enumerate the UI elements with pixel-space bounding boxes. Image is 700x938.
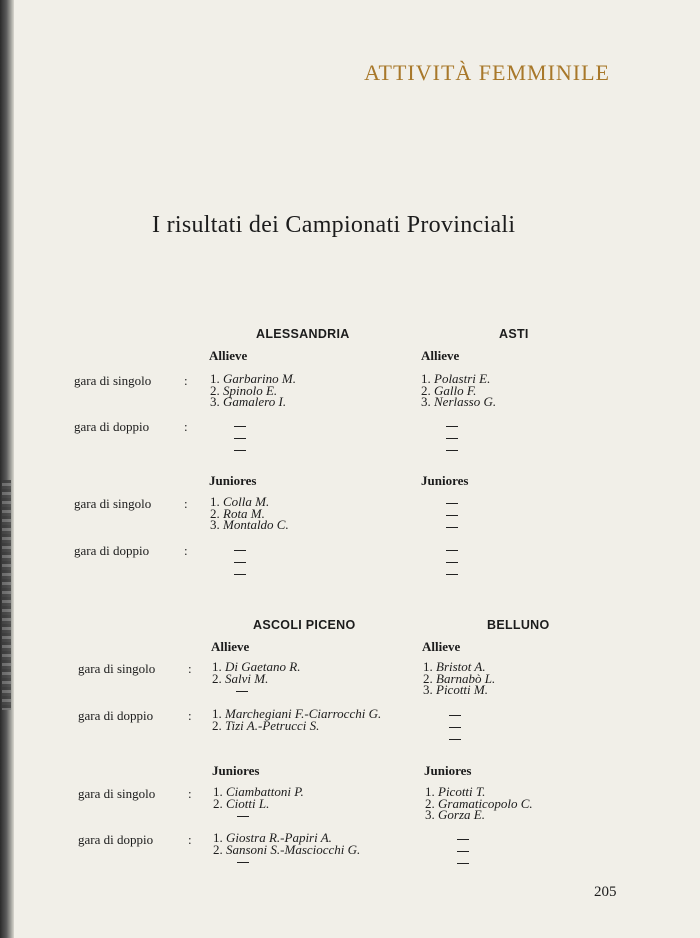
athlete-name: Garbarino M. (223, 371, 296, 386)
dash (446, 555, 458, 567)
category-juniores-left: Juniores (212, 763, 260, 778)
dash (234, 443, 246, 455)
athlete-name: Salvi M. (225, 670, 269, 686)
athlete-name: Colla M. (223, 494, 270, 509)
event-label-text: gara di doppio (78, 708, 154, 723)
list-item: 1. Ciambattoni P. (213, 784, 304, 799)
empty-result (236, 684, 248, 696)
list-item: 2. Gallo F. (421, 382, 477, 398)
empty-result (237, 809, 249, 821)
results-list (421, 373, 496, 408)
athlete-name: Barnabò L. (436, 670, 496, 686)
province-belluno: BELLUNO (487, 618, 550, 632)
dash (446, 496, 458, 508)
empty-result (234, 419, 246, 455)
page-title: I risultati dei Campionati Provinciali (152, 212, 516, 238)
list-item: 1. Garbarino M. (210, 371, 296, 386)
event-label-text: gara di doppio (74, 419, 150, 434)
athlete-name: Ciotti L. (226, 795, 270, 811)
athlete-name: Spinolo E. (223, 382, 278, 398)
event-label-text: gara di doppio (78, 832, 154, 847)
list-item: 3. Nerlasso G. (421, 394, 497, 409)
results-list (212, 661, 300, 684)
list-item: 1. Polastri E. (421, 371, 491, 386)
colon: : (188, 708, 192, 723)
empty-result (449, 708, 461, 744)
athlete-name: Picotti T. (438, 784, 486, 799)
empty-result (446, 419, 458, 455)
dash (446, 543, 458, 555)
list-item: 2. Sansoni S.-Masciocchi G. (213, 841, 361, 857)
event-label-text: gara di doppio (74, 543, 150, 558)
dash (446, 508, 458, 520)
event-label-singolo (74, 496, 191, 512)
athlete-name: Bristot A. (436, 659, 486, 674)
dash (446, 567, 458, 579)
list-item: 1. Bristot A. (423, 659, 486, 674)
category-juniores-right: Juniores (421, 473, 469, 488)
dash (234, 431, 246, 443)
athlete-name: Gamalero I. (223, 394, 287, 409)
event-label-text: gara di singolo (78, 786, 156, 801)
colon: : (184, 373, 188, 388)
event-label-text: gara di singolo (78, 661, 156, 676)
province-alessandria: ALESSANDRIA (256, 327, 350, 341)
dash (446, 443, 458, 455)
results-list (210, 373, 296, 408)
empty-result (237, 855, 249, 867)
athlete-name: Di Gaetano R. (225, 659, 301, 674)
results-list (425, 786, 533, 821)
list-item: 2. Salvi M. (212, 670, 269, 686)
dash (449, 708, 461, 720)
list-item: 1. Picotti T. (425, 784, 486, 799)
list-item: 2. Barnabò L. (423, 670, 496, 686)
colon: : (188, 832, 192, 847)
dash (446, 431, 458, 443)
colon: : (184, 543, 188, 558)
empty-result (457, 832, 469, 868)
athlete-name: Rota M. (223, 505, 265, 521)
section-header: ATTIVITÀ FEMMINILE (364, 60, 610, 85)
list-item: 2. Gramaticopolo C. (425, 795, 533, 811)
list-item: 3. Picotti M. (423, 682, 488, 697)
dash (457, 856, 469, 868)
athlete-name: Marchegiani F.-Ciarrocchi G. (225, 706, 382, 721)
list-item: 1. Di Gaetano R. (212, 659, 301, 674)
athlete-name: Picotti M. (436, 682, 488, 697)
colon: : (184, 496, 188, 511)
colon: : (188, 661, 192, 676)
list-item: 1. Colla M. (210, 494, 270, 509)
category-juniores-right: Juniores (424, 763, 472, 778)
results-list (213, 832, 360, 855)
list-item: 3. Montaldo C. (210, 517, 289, 532)
dash (234, 555, 246, 567)
list-item: 3. Gamalero I. (210, 394, 287, 409)
list-item: 2. Rota M. (210, 505, 265, 521)
category-allieve-left: Allieve (209, 348, 248, 363)
dash (237, 855, 249, 867)
athlete-name: Gorza E. (438, 807, 485, 822)
athlete-name: Tizi A.-Petrucci S. (225, 717, 320, 733)
dash (234, 543, 246, 555)
list-item: 2. Tizi A.-Petrucci S. (212, 717, 320, 733)
event-label-singolo (78, 786, 195, 802)
results-list (210, 496, 289, 531)
list-item: 3. Gorza E. (425, 807, 485, 822)
list-item: 1. Giostra R.-Papiri A. (213, 830, 332, 845)
athlete-name: Montaldo C. (223, 517, 289, 532)
event-label-doppio (78, 832, 195, 848)
empty-result (446, 496, 458, 532)
colon: : (188, 786, 192, 801)
results-list (213, 786, 304, 809)
dash (457, 832, 469, 844)
event-label-doppio (78, 708, 195, 724)
event-label-text: gara di singolo (74, 496, 152, 511)
event-label-singolo (78, 661, 195, 677)
empty-result (446, 543, 458, 579)
dash (449, 732, 461, 744)
category-allieve-left: Allieve (211, 639, 250, 654)
athlete-name: Ciambattoni P. (226, 784, 304, 799)
event-label-doppio (74, 419, 191, 435)
event-label-text: gara di singolo (74, 373, 152, 388)
dash (446, 520, 458, 532)
dash (449, 720, 461, 732)
athlete-name: Sansoni S.-Masciocchi G. (226, 841, 361, 857)
athlete-name: Giostra R.-Papiri A. (226, 830, 332, 845)
dash (234, 567, 246, 579)
category-allieve-right: Allieve (422, 639, 461, 654)
dash (234, 419, 246, 431)
empty-result (234, 543, 246, 579)
province-asti: ASTI (499, 327, 529, 341)
athlete-name: Nerlasso G. (434, 394, 497, 409)
athlete-name: Gallo F. (434, 382, 477, 398)
colon: : (184, 419, 188, 434)
event-label-singolo (74, 373, 191, 389)
results-list (423, 661, 495, 696)
event-label-doppio (74, 543, 191, 559)
province-ascoli-piceno: ASCOLI PICENO (253, 618, 356, 632)
athlete-name: Gramaticopolo C. (438, 795, 533, 811)
dash (236, 684, 248, 696)
dash (457, 844, 469, 856)
list-item: 1. Marchegiani F.-Ciarrocchi G. (212, 706, 382, 721)
list-item: 2. Ciotti L. (213, 795, 270, 811)
dash (446, 419, 458, 431)
page-number: 205 (594, 884, 617, 900)
category-allieve-right: Allieve (421, 348, 460, 363)
list-item: 2. Spinolo E. (210, 382, 278, 398)
dash (237, 809, 249, 821)
results-list (212, 708, 381, 731)
athlete-name: Polastri E. (434, 371, 491, 386)
category-juniores-left: Juniores (209, 473, 257, 488)
book-gutter (0, 0, 14, 938)
